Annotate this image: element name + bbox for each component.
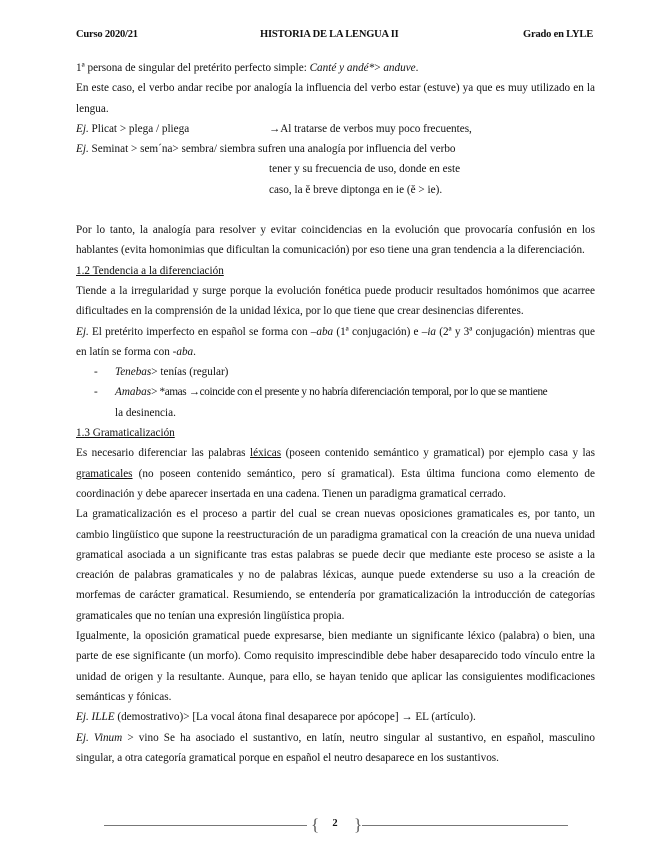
example-word: Tenebas (115, 366, 152, 379)
page-number: 2 (332, 818, 338, 829)
text: Plicat > plega / pliega (88, 122, 190, 135)
example-word: Canté y andé* (309, 62, 375, 74)
bullet-dash: - (94, 366, 98, 379)
list-item-continuation: la desinencia. (115, 406, 176, 419)
text: Seminat > sem´na> sembra/ siembra sufren una analogía por influencia del verbo (88, 143, 456, 156)
example-line (76, 139, 595, 159)
bullet-dash: - (94, 386, 98, 399)
footer-brace-right: } (354, 815, 363, 834)
header-degree: Grado en LYLE (523, 29, 593, 40)
text: > tenías (regular) (151, 366, 229, 379)
text: (1ª conjugación) e (333, 325, 422, 338)
paragraph: En este caso, el verbo andar recibe por analogía la influencia del verbo estar (estuve) ya que es muy utilizado en la lengua. (76, 82, 595, 115)
example-line (76, 119, 595, 139)
ej-label: Ej. (76, 143, 89, 156)
footer-brace-left: { (311, 815, 320, 834)
footer-rule (104, 825, 307, 826)
suffix: –aba (310, 325, 334, 338)
text: > vino Se ha asociado el sustantivo, en latín, neutro singular al sustantivo, en español, masculino singular, a otra categoría gramatical porque en español el neutro desaparece en los sustantivos. (76, 731, 595, 764)
text: (no poseen contenido semántico, pero sí gramatical). Esta última funciona como elemento de coordinación y debe aparecer insertada en una cadena. Tienen un paradigma gramatical cerrado. (76, 467, 595, 500)
text: . (193, 345, 196, 358)
text: (2ª y 3ª conjugación) mientras que en latín se forma con (76, 325, 595, 358)
text: 1ª persona de singular del pretérito perfecto simple: (76, 62, 310, 74)
text: (poseen contenido semántico y gramatical) por ejemplo casa y las (281, 447, 595, 460)
suffix: -aba (172, 345, 194, 358)
term: gramaticales (76, 467, 133, 480)
paragraph: Tiende a la irregularidad y surge porque la evolución fonética puede producir resultados homónimos que acarree dificultades en la comprensión de la unidad léxica, por lo que tiene que crear desinencias diferentes. (76, 284, 595, 318)
list-item (76, 382, 595, 402)
list-item (76, 362, 595, 382)
text: El pretérito imperfecto en español se forma con (88, 325, 311, 338)
ej-label: Ej. Vinum (76, 731, 123, 744)
header-course: Curso 2020/21 (76, 29, 138, 40)
example-line: tener y su frecuencia de uso, donde en este (269, 163, 461, 176)
suffix: –ia (421, 325, 437, 338)
text: > *amas →coincide con el presente y no habría diferenciación temporal, por lo que se mantiene (151, 386, 548, 399)
text: Es necesario diferenciar las palabras (76, 447, 251, 460)
paragraph: Por lo tanto, la analogía para resolver y evitar coincidencias en la evolución que provocaría confusión en los hablantes (evita homonimias que dificultan la comunicación) por eso tiene una gran tendencia a la diferenciación. (76, 224, 595, 257)
ej-label: Ej. (76, 325, 89, 338)
text: →Al tratarse de verbos muy poco frecuentes, (269, 122, 472, 135)
text: . (415, 62, 419, 74)
paragraph (76, 322, 595, 363)
paragraph (76, 707, 595, 727)
section-heading: 1.2 Tendencia a la diferenciación (76, 264, 224, 277)
footer-rule (362, 825, 568, 826)
document-body (76, 58, 595, 768)
header-title: HISTORIA DE LA LENGUA II (260, 29, 399, 40)
example-word: anduve (383, 62, 416, 74)
paragraph (76, 58, 595, 78)
paragraph: Igualmente, la oposición gramatical puede expresarse, bien mediante un significante léxico (palabra) o bien, una parte de ese significante (un morfo). Como requisito imprescindible debe haber desaparecido todo vínculo entre la unidad de origen y la resultante. Aunque, para ello, se hayan tenido que aplicar las consiguientes modificaciones semánticas y fónicas. (76, 630, 595, 703)
example-line: caso, la ĕ breve diptonga en ie (ĕ > ie). (269, 183, 443, 196)
term: léxicas (250, 447, 282, 460)
example-word: Amabas (115, 386, 152, 399)
text: (demostrativo)> [La vocal átona final desaparece por apócope] → EL (artículo). (114, 711, 476, 724)
ej-label: Ej. ILLE (76, 711, 115, 724)
paragraph (76, 728, 595, 769)
text: > (374, 62, 384, 74)
paragraph (76, 443, 595, 504)
page-footer (0, 813, 655, 837)
section-heading: 1.3 Gramaticalización (76, 427, 175, 440)
ej-label: Ej. (76, 122, 89, 135)
paragraph: La gramaticalización es el proceso a partir del cual se crean nuevas oposiciones gramaticales es, por tanto, un cambio lingüístico que supone la reestructuración de un paradigma gramatical con la creación de una nueva unidad gramatical asociada a un significante tras estas palabras se puede decir que mediante este proceso se asiste a la creación de palabras gramaticales y no de palabras léxicas, aunque puede extenderse su uso a la creación de morfemas de carácter gramatical. Resumiendo, se entendería por gramaticalización la introducción de categorías gramaticales que no tenían una expresión lingüística propia. (76, 508, 595, 622)
